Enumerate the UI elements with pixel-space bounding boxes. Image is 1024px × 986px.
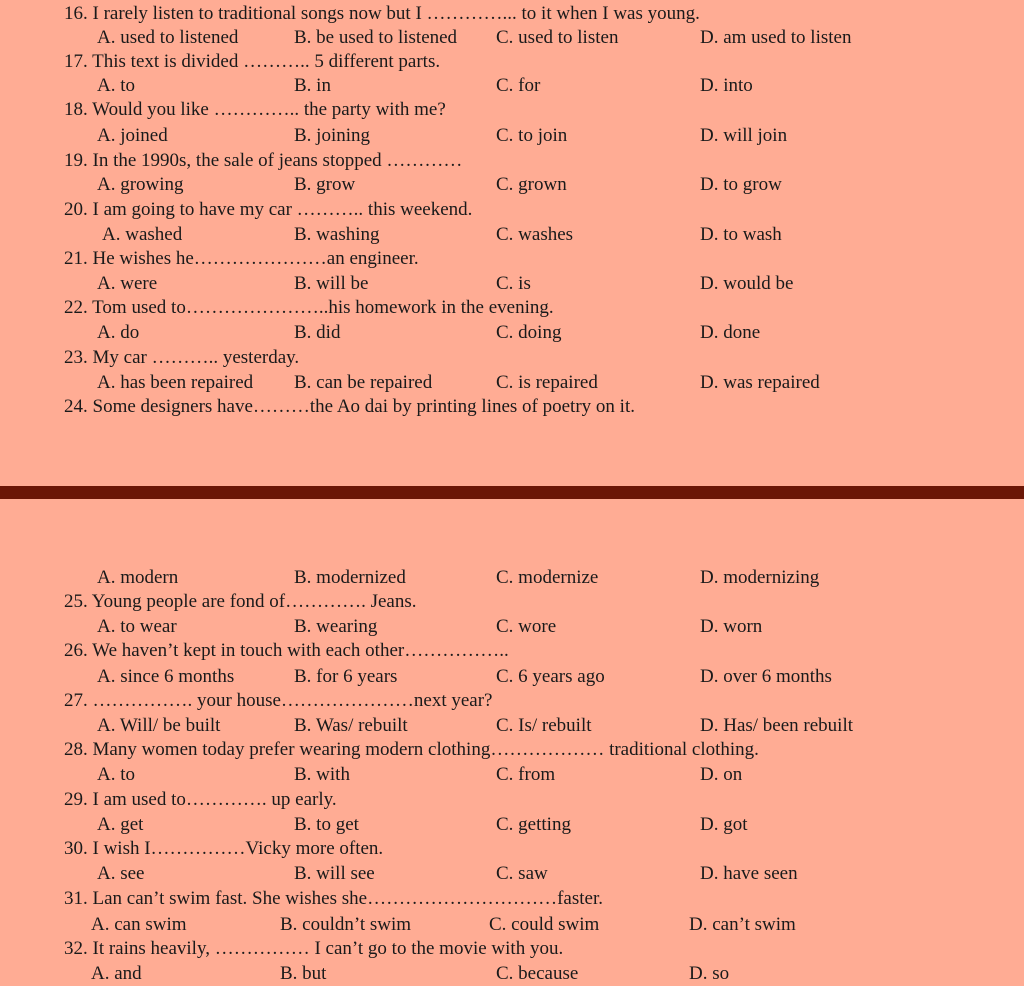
question-32: 32. It rains heavily, …………… I can’t go to the movie with you. bbox=[64, 938, 564, 959]
options-30 bbox=[0, 862, 1024, 886]
option-c: C. getting bbox=[496, 814, 571, 835]
option-b: B. for 6 years bbox=[294, 666, 398, 687]
option-d: D. modernizing bbox=[700, 567, 820, 588]
option-d: D. done bbox=[700, 322, 761, 343]
option-c: C. washes bbox=[496, 224, 574, 245]
option-d: D. to wash bbox=[700, 224, 782, 245]
options-25 bbox=[0, 615, 1024, 639]
option-c: C. could swim bbox=[489, 914, 600, 935]
question-24: 24. Some designers have………the Ao dai by printing lines of poetry on it. bbox=[64, 396, 635, 417]
option-c: C. saw bbox=[496, 863, 548, 884]
option-d: D. can’t swim bbox=[689, 914, 796, 935]
question-18: 18. Would you like ………….. the party with me? bbox=[64, 99, 446, 120]
option-d: D. to grow bbox=[700, 174, 782, 195]
option-b: B. with bbox=[294, 764, 350, 785]
question-28: 28. Many women today prefer wearing modern clothing……………… traditional clothing. bbox=[64, 739, 759, 760]
question-29: 29. I am used to…………. up early. bbox=[64, 789, 337, 810]
option-a: A. to bbox=[97, 75, 135, 96]
question-23: 23. My car ……….. yesterday. bbox=[64, 347, 300, 368]
option-d: D. worn bbox=[700, 616, 763, 637]
option-a: A. since 6 months bbox=[97, 666, 235, 687]
options-18 bbox=[0, 124, 1024, 148]
option-a: A. can swim bbox=[91, 914, 187, 935]
option-c: C. modernize bbox=[496, 567, 599, 588]
options-17 bbox=[0, 74, 1024, 98]
option-b: B. to get bbox=[294, 814, 359, 835]
option-a: A. modern bbox=[97, 567, 179, 588]
options-20 bbox=[0, 223, 1024, 247]
option-c: C. for bbox=[496, 75, 541, 96]
page-divider bbox=[0, 486, 1024, 499]
option-b: B. but bbox=[280, 963, 327, 984]
option-c: C. 6 years ago bbox=[496, 666, 605, 687]
option-b: B. be used to listened bbox=[294, 27, 458, 48]
option-a: A. to wear bbox=[97, 616, 177, 637]
worksheet-page-top bbox=[0, 0, 1024, 486]
option-a: A. has been repaired bbox=[97, 372, 254, 393]
question-20: 20. I am going to have my car ……….. this weekend. bbox=[64, 199, 473, 220]
option-a: A. do bbox=[97, 322, 140, 343]
options-23 bbox=[0, 371, 1024, 395]
option-b: B. joining bbox=[294, 125, 371, 146]
option-b: B. will be bbox=[294, 273, 369, 294]
options-21 bbox=[0, 272, 1024, 296]
option-c: C. to join bbox=[496, 125, 568, 146]
option-a: A. and bbox=[91, 963, 142, 984]
option-a: A. joined bbox=[97, 125, 168, 146]
option-d: D. so bbox=[689, 963, 730, 984]
option-a: A. get bbox=[97, 814, 144, 835]
question-27: 27. ……………. your house…………………next year? bbox=[64, 690, 493, 711]
worksheet-page-bottom bbox=[0, 499, 1024, 982]
options-32 bbox=[0, 962, 1024, 986]
option-c: C. wore bbox=[496, 616, 557, 637]
question-19: 19. In the 1990s, the sale of jeans stopped ………… bbox=[64, 150, 463, 171]
option-b: B. washing bbox=[294, 224, 380, 245]
option-c: C. used to listen bbox=[496, 27, 619, 48]
options-31 bbox=[0, 913, 1024, 937]
option-b: B. modernized bbox=[294, 567, 406, 588]
option-c: C. Is/ rebuilt bbox=[496, 715, 592, 736]
option-d: D. will join bbox=[700, 125, 788, 146]
option-b: B. grow bbox=[294, 174, 356, 195]
options-16 bbox=[0, 26, 1024, 50]
options-28 bbox=[0, 763, 1024, 787]
option-d: D. was repaired bbox=[700, 372, 820, 393]
option-a: A. Will/ be built bbox=[97, 715, 221, 736]
option-c: C. doing bbox=[496, 322, 562, 343]
question-26: 26. We haven’t kept in touch with each other…………….. bbox=[64, 640, 509, 661]
option-c: C. is bbox=[496, 273, 531, 294]
option-a: A. see bbox=[97, 863, 145, 884]
option-d: D. over 6 months bbox=[700, 666, 832, 687]
options-26 bbox=[0, 665, 1024, 689]
question-30: 30. I wish I……………Vicky more often. bbox=[64, 838, 384, 859]
options-24 bbox=[0, 566, 1024, 590]
option-a: A. growing bbox=[97, 174, 184, 195]
option-a: A. were bbox=[97, 273, 158, 294]
option-a: A. used to listened bbox=[97, 27, 239, 48]
question-31: 31. Lan can’t swim fast. She wishes she…………………………faster. bbox=[64, 888, 603, 909]
option-d: D. am used to listen bbox=[700, 27, 852, 48]
option-d: D. Has/ been rebuilt bbox=[700, 715, 854, 736]
option-d: D. got bbox=[700, 814, 748, 835]
option-b: B. can be repaired bbox=[294, 372, 433, 393]
option-b: B. in bbox=[294, 75, 331, 96]
question-25: 25. Young people are fond of…………. Jeans. bbox=[64, 591, 417, 612]
option-a: A. washed bbox=[102, 224, 183, 245]
option-c: C. from bbox=[496, 764, 556, 785]
options-27 bbox=[0, 714, 1024, 738]
option-b: B. will see bbox=[294, 863, 375, 884]
options-22 bbox=[0, 321, 1024, 345]
option-d: D. would be bbox=[700, 273, 794, 294]
question-17: 17. This text is divided ……….. 5 different parts. bbox=[64, 51, 441, 72]
options-29 bbox=[0, 813, 1024, 837]
option-c: C. because bbox=[496, 963, 579, 984]
option-b: B. Was/ rebuilt bbox=[294, 715, 408, 736]
options-19 bbox=[0, 173, 1024, 197]
question-21: 21. He wishes he…………………an engineer. bbox=[64, 248, 419, 269]
option-c: C. is repaired bbox=[496, 372, 598, 393]
question-22: 22. Tom used to…………………..his homework in the evening. bbox=[64, 297, 554, 318]
option-b: B. wearing bbox=[294, 616, 378, 637]
option-a: A. to bbox=[97, 764, 135, 785]
option-d: D. on bbox=[700, 764, 743, 785]
option-c: C. grown bbox=[496, 174, 567, 195]
question-16: 16. I rarely listen to traditional songs now but I …………... to it when I was young. bbox=[64, 3, 700, 24]
option-b: B. couldn’t swim bbox=[280, 914, 412, 935]
option-d: D. into bbox=[700, 75, 753, 96]
option-b: B. did bbox=[294, 322, 341, 343]
option-d: D. have seen bbox=[700, 863, 798, 884]
